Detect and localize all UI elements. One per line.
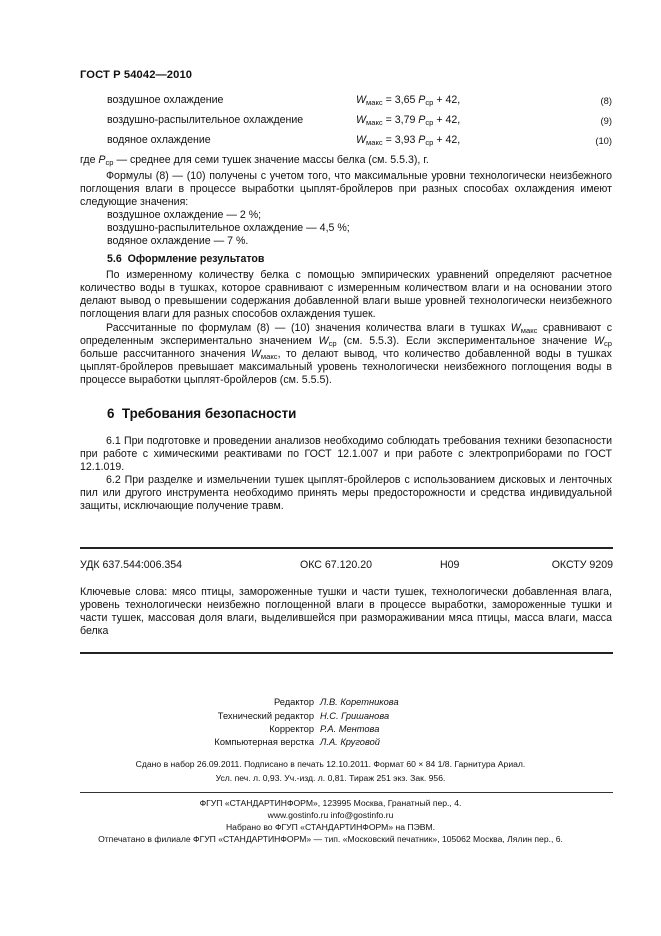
credit-person: Н.С. Гришанова [320,711,390,721]
formula-expression: $W_{макс} = 3,79$ $P_{ср} + 42$, [356,114,461,127]
divider [80,792,613,793]
formula-label: воздушное охлаждение [107,94,224,106]
divider [80,652,613,654]
level-item: воздушно-распылительное охлаждение — 4,5 %; [107,222,350,234]
formula-expression: $W_{макс} = 3,93$ $P_{ср} + 42$, [356,134,461,147]
section-heading-6: 6 Требования безопасности [107,406,297,421]
credit-person: Л.А. Круговой [320,737,380,747]
formula-row-8 [0,94,661,110]
imprint-line-2: Усл. печ. л. 0,93. Уч.-изд. л. 0,81. Тираж 251 экз. Зак. 956. [215,773,446,783]
udk-code: УДК 637.544:006.354 [80,559,183,571]
okstu-code: ОКСТУ 9209 [551,559,613,571]
formula-row-10 [0,134,661,150]
safety-paragraph-6-1: 6.1 При подготовке и проведении анализов необходимо соблюдать требования техники безопасности при работе с химическими реактивами по ГОСТ 12.1.007 и при работе с электроприборами по ГОСТ 12.1.019. [80,435,612,473]
document-header: ГОСТ Р 54042—2010 [80,69,193,81]
formula-label: водяное охлаждение [107,134,211,146]
safety-paragraph-6-2: 6.2 При разделке и измельчении тушек цыплят-бройлеров с использованием дисковых и ленточных пил или другого инструмента необходимо принять меры предосторожности и средства индивидуальной защиты, исключающие получение травм. [80,474,612,512]
formula-row-9 [0,114,661,130]
comparison-paragraph: Рассчитанные по формулам (8) — (10) значения количества влаги в тушках $W_{макс}$ сравнивают с определенным экспериментально значением $W_{ср}$ (см. 5.5.3). Если экспериментальное значение $W_{ср}$ больше рассчитанного значения $W_{макс}$, то делают вывод, что количество добавленной воды в тушках цыплят-бройлеров превышает максимальный уровень технологически неизбежного поглощения воды в процессе выработки цыплят-бройлеров (см. 5.5.5). [80,322,613,386]
formula-label: воздушно-распылительное охлаждение [107,114,304,126]
keywords: Ключевые слова: мясо птицы, замороженные тушки и части тушек, технологически добавленная влага, уровень технологически неизбежно поглощенной влаги в процессе выработки, замороженные тушки и части тушек, массовая доля влаги, выделившейся при размораживании мяса птицы, масса влаги, масса белка [80,586,612,637]
credit-role: Технический редактор [217,711,314,721]
publisher-web: www.gostinfo.ru info@gostinfo.ru [267,810,394,820]
where-line: где $P_{ср}$ — среднее для семи тушек значение массы белка (см. 5.5.3), г. [80,154,429,167]
credit-person: Л.В. Коретникова [320,697,399,707]
level-item: воздушное охлаждение — 2 %; [107,209,262,221]
credit-role: Компьютерная верстка [214,737,314,747]
formula-expression: $W_{макс} = 3,65$ $P_{ср} + 42$, [356,94,461,107]
publisher-typeset: Набрано во ФГУП «СТАНДАРТИНФОРМ» на ПЭВМ. [225,822,436,832]
section-heading-5-6: 5.6 Оформление результатов [107,253,265,265]
oks-code: ОКС 67.120.20 [300,559,373,571]
classification-row [80,559,613,573]
publisher-printed: Отпечатано в филиале ФГУП «СТАНДАРТИНФОРМ» — тип. «Московский печатник», 105062 Москва, Лялин пер., 6. [98,834,563,844]
level-item: водяное охлаждение — 7 %. [107,235,249,247]
publisher-address: ФГУП «СТАНДАРТИНФОРМ», 123995 Москва, Гранатный пер., 4. [199,798,462,808]
formula-number: (10) [595,135,612,146]
formula-number: (9) [600,115,612,126]
credit-role: Редактор [273,697,314,707]
h-code: Н09 [440,559,460,571]
formula-number: (8) [600,95,612,106]
divider [80,547,613,549]
results-paragraph: По измеренному количеству белка с помощью эмпирических уравнений определяют расчетное количество воды в тушках, которое сравнивают с измеренным количеством влаги и на основании этого делают вывод о превышении содержания добавленной влаги выше уровней технологически неизбежного поглощения влаги для разных способов охлаждения тушек. [80,269,612,320]
credit-role: Корректор [269,724,314,734]
imprint-line-1: Сдано в набор 26.09.2011. Подписано в печать 12.10.2011. Формат 60 × 84 1/8. Гарнитура Ариал. [135,759,526,769]
credit-person: Р.А. Ментова [320,724,380,734]
formulas-paragraph: Формулы (8) — (10) получены с учетом того, что максимальные уровни технологически неизбежного поглощения влаги в процессе выработки цыплят-бройлеров при разных способах охлаждения имеют следующие значения: [80,170,612,208]
